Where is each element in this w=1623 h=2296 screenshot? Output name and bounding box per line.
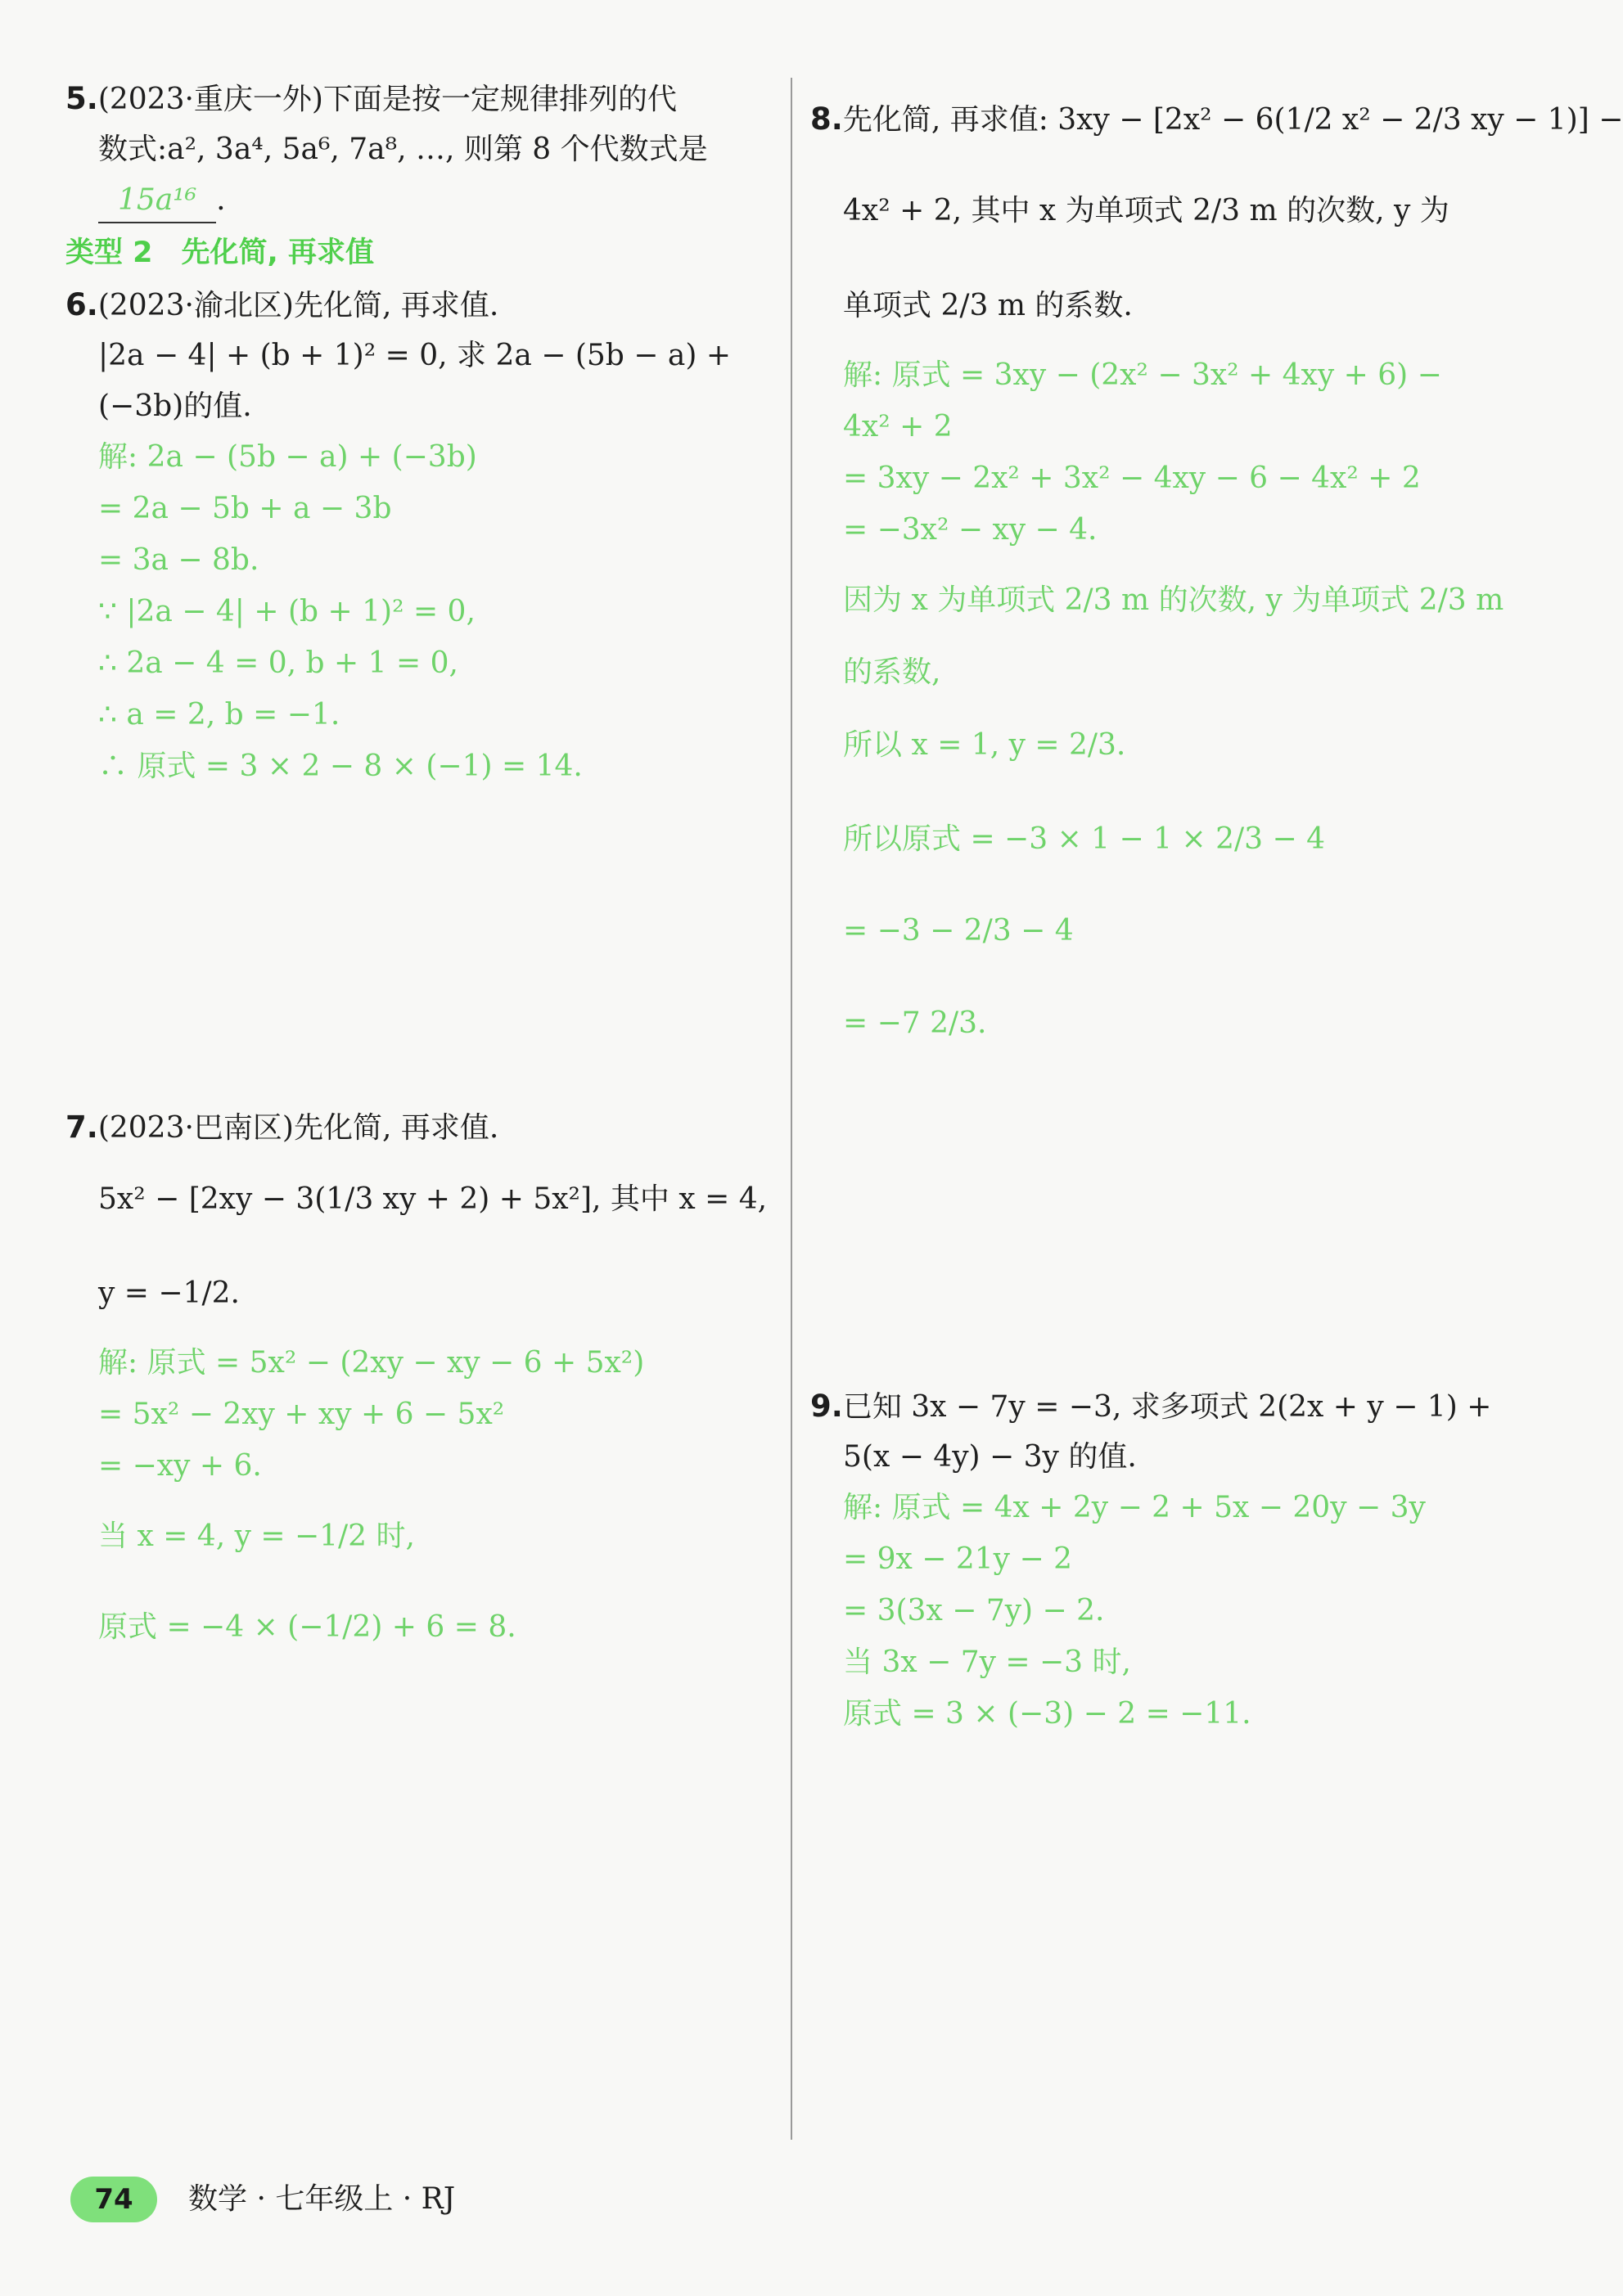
q8-solution-1: 解: 原式 = 3xy − (2x² − 3x² + 4xy + 6) − — [843, 358, 1442, 392]
q7-solution-3: = −xy + 6. — [98, 1449, 262, 1483]
q6-solution-4: ∵ |2a − 4| + (b + 1)² = 0, — [98, 595, 476, 628]
q6-solution-5: ∴ 2a − 4 = 0, b + 1 = 0, — [98, 646, 458, 680]
q9-solution-1: 解: 原式 = 4x + 2y − 2 + 5x − 20y − 3y — [843, 1491, 1426, 1524]
q5-answer: 15a¹⁶ — [98, 179, 216, 223]
q8-text1: 先化简, 再求值: 3xy − [2x² − 6(1/2 x² − 2/3 xy − 1)] − — [842, 103, 1623, 137]
q8-number: 8. — [810, 101, 843, 137]
q7-solution-1: 解: 原式 = 5x² − (2xy − xy − 6 + 5x²) — [98, 1346, 645, 1380]
q6-solution-6: ∴ a = 2, b = −1. — [98, 698, 340, 732]
q8-solution-8: 所以原式 = −3 × 1 − 1 × 2/3 − 4 — [843, 822, 1325, 856]
q6-text1: (2023·渝北区)先化简, 再求值. — [97, 289, 499, 322]
q8-solution-10: = −7 2/3. — [843, 1006, 987, 1040]
q9-solution-5: 原式 = 3 × (−3) − 2 = −11. — [843, 1697, 1251, 1731]
q8-solution-4: = −3x² − xy − 4. — [843, 513, 1098, 547]
q5-text1: (2023·重庆一外)下面是按一定规律排列的代 — [97, 83, 677, 116]
q6-number: 6. — [65, 287, 98, 322]
q7-line1 — [65, 1106, 498, 1150]
section-title: 类型 2 先化简, 再求值 — [65, 236, 375, 269]
q7-solution-5: 原式 = −4 × (−1/2) + 6 = 8. — [98, 1610, 516, 1644]
q5-line3 — [98, 179, 226, 223]
q8-solution-5: 因为 x 为单项式 2/3 m 的次数, y 为单项式 2/3 m — [843, 583, 1504, 617]
q7-line2: 5x² − [2xy − 3(1/3 xy + 2) + 5x²], 其中 x = 4, — [98, 1182, 768, 1216]
q9-solution-2: = 9x − 21y − 2 — [843, 1542, 1072, 1576]
q8-solution-7: 所以 x = 1, y = 2/3. — [843, 728, 1126, 762]
q5-line2: 数式:a², 3a⁴, 5a⁶, 7a⁸, …, 则第 8 个代数式是 — [98, 133, 708, 166]
q6-line3: (−3b)的值. — [98, 389, 252, 423]
q6-solution-2: = 2a − 5b + a − 3b — [98, 492, 392, 525]
q8-solution-6: 的系数, — [843, 655, 941, 689]
q9-line1 — [810, 1385, 1491, 1429]
q9-text1: 已知 3x − 7y = −3, 求多项式 2(2x + y − 1) + — [842, 1390, 1492, 1424]
q8-line1 — [810, 98, 1623, 142]
q9-line2: 5(x − 4y) − 3y 的值. — [843, 1440, 1137, 1474]
q5-line1 — [65, 78, 677, 121]
q8-solution-9: = −3 − 2/3 − 4 — [843, 914, 1074, 948]
q7-number: 7. — [65, 1110, 98, 1145]
q6-line1 — [65, 284, 498, 327]
q8-solution-3: = 3xy − 2x² + 3x² − 4xy − 6 − 4x² + 2 — [843, 461, 1421, 495]
q6-solution-7: ∴ 原式 = 3 × 2 − 8 × (−1) = 14. — [98, 750, 583, 783]
q5-number: 5. — [65, 81, 98, 116]
page-number-badge: 74 — [70, 2177, 157, 2222]
column-divider — [791, 78, 792, 2140]
q6-line2: |2a − 4| + (b + 1)² = 0, 求 2a − (5b − a) + — [98, 339, 732, 372]
q9-solution-3: = 3(3x − 7y) − 2. — [843, 1594, 1105, 1627]
q6-solution-3: = 3a − 8b. — [98, 543, 259, 577]
q8-line2: 4x² + 2, 其中 x 为单项式 2/3 m 的次数, y 为 — [843, 194, 1449, 227]
q7-line3: y = −1/2. — [98, 1276, 240, 1310]
q8-solution-2: 4x² + 2 — [843, 410, 953, 443]
q5-end: . — [216, 183, 226, 217]
q7-text1: (2023·巴南区)先化简, 再求值. — [97, 1111, 499, 1145]
q9-number: 9. — [810, 1389, 843, 1424]
q7-solution-2: = 5x² − 2xy + xy + 6 − 5x² — [98, 1398, 505, 1431]
q7-solution-4: 当 x = 4, y = −1/2 时, — [98, 1519, 415, 1553]
q9-solution-4: 当 3x − 7y = −3 时, — [843, 1645, 1131, 1679]
q8-line3: 单项式 2/3 m 的系数. — [843, 289, 1133, 322]
footer-book-title: 数学 · 七年级上 · RJ — [188, 2182, 456, 2216]
q6-solution-1: 解: 2a − (5b − a) + (−3b) — [98, 440, 477, 474]
